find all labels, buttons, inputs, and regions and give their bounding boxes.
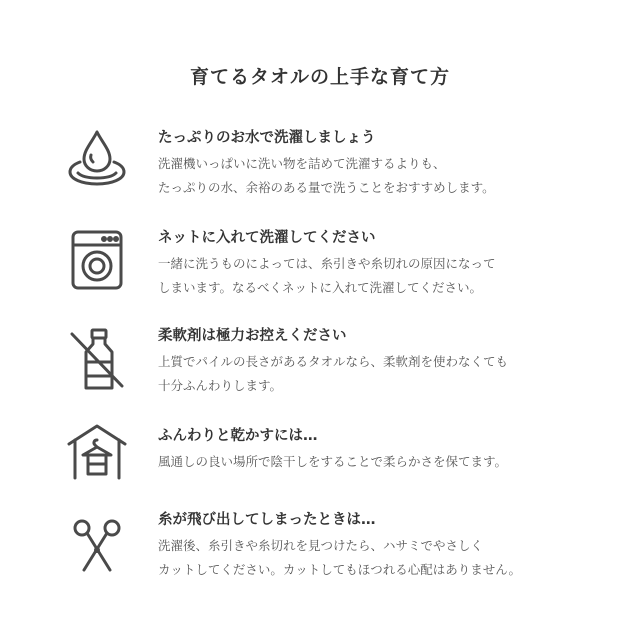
care-heading: たっぷりのお水で洗濯しましょう (158, 130, 376, 146)
care-item-net (0, 228, 640, 308)
care-text-line: カットしてください。カットしてもほつれる心配はありません。 (158, 562, 522, 577)
washing-machine-icon (66, 228, 128, 290)
care-text-line: 洗濯機いっぱいに洗い物を詰めて洗濯するよりも、 (158, 156, 446, 171)
shade-drying-icon (66, 422, 128, 484)
no-softener-icon (66, 328, 128, 390)
care-heading: 柔軟剤は極力お控えください (158, 328, 347, 344)
care-text-line: 洗濯後、糸引きや糸切れを見つけたら、ハサミでやさしく (158, 538, 484, 553)
page-title: 育てるタオルの上手な育て方 (189, 66, 450, 88)
care-text-line: たっぷりの水、余裕のある量で洗うことをおすすめします。 (158, 180, 495, 195)
care-item-loose-thread (0, 510, 640, 590)
care-text-line: 一緒に洗うものによっては、糸引きや糸切れの原因になって (158, 256, 496, 271)
care-text-line: 風通しの良い場所で陰干しをすることで柔らかさを保てます。 (158, 454, 508, 469)
water-drop-icon (66, 128, 128, 190)
care-heading: 糸が飛び出してしまったときは… (158, 512, 376, 528)
care-heading: ネットに入れて洗濯してください (158, 230, 376, 246)
care-item-drying (0, 426, 640, 506)
care-heading: ふんわりと乾かすには… (158, 428, 318, 444)
scissors-icon (66, 514, 128, 576)
care-item-softener (0, 326, 640, 406)
care-text-line: 上質でパイルの長さがあるタオルなら、柔軟剤を使わなくても (158, 354, 509, 369)
care-item-water (0, 128, 640, 208)
care-text-line: しまいます。なるべくネットに入れて洗濯してください。 (158, 280, 483, 295)
care-text-line: 十分ふんわりします。 (158, 378, 283, 393)
